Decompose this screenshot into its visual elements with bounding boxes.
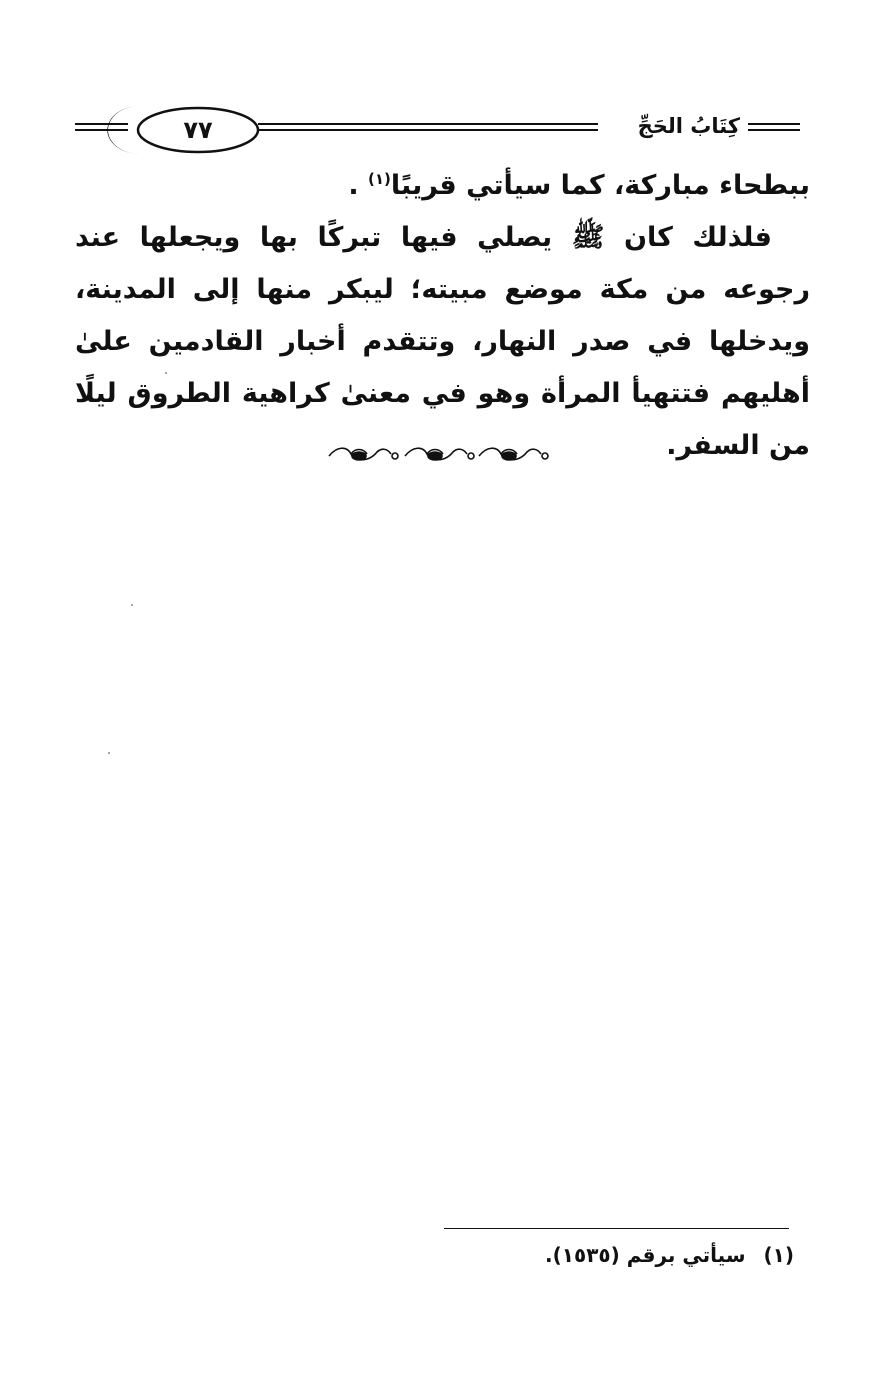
- paragraph-1: [75, 160, 810, 212]
- footnote-reference: (١): [368, 170, 391, 188]
- footnote-number: (١): [763, 1243, 794, 1267]
- ornament-motif-right: [479, 448, 548, 460]
- paper-speck: [131, 604, 133, 606]
- paper-speck: [108, 752, 110, 754]
- page-number: ٧٧: [183, 116, 213, 144]
- paragraph-1-end: .: [348, 170, 359, 201]
- footnote-1: [545, 1243, 794, 1267]
- running-title: كِتَابُ الحَجِّ: [637, 114, 740, 138]
- paragraph-1-text: ببطحاء مباركة، كما سيأتي قريبًا: [390, 170, 810, 201]
- section-divider-ornament: [325, 440, 550, 470]
- ornament-motif-center: [405, 448, 474, 460]
- page-header: [70, 100, 810, 160]
- ornament-motif-left: [329, 448, 398, 460]
- footnote-text: سيأتي برقم (١٥٣٥).: [545, 1243, 746, 1267]
- paper-speck: [165, 372, 167, 374]
- footnote-separator: [444, 1228, 789, 1229]
- paragraph-2: فلذلك كان ﷺ يصلي فيها تبركًا بها ويجعلها عند رجوعه من مكة موضع مبيته؛ ليبكر منها إلى المدينة، ويدخلها في صدر النهار، وتتقدم أخبار القادمين علىٰ أهليهم فتتهيأ المرأة وهو في معنىٰ كراهية الطروق ليلًا من السفر.: [75, 222, 810, 461]
- body-text: [75, 160, 810, 472]
